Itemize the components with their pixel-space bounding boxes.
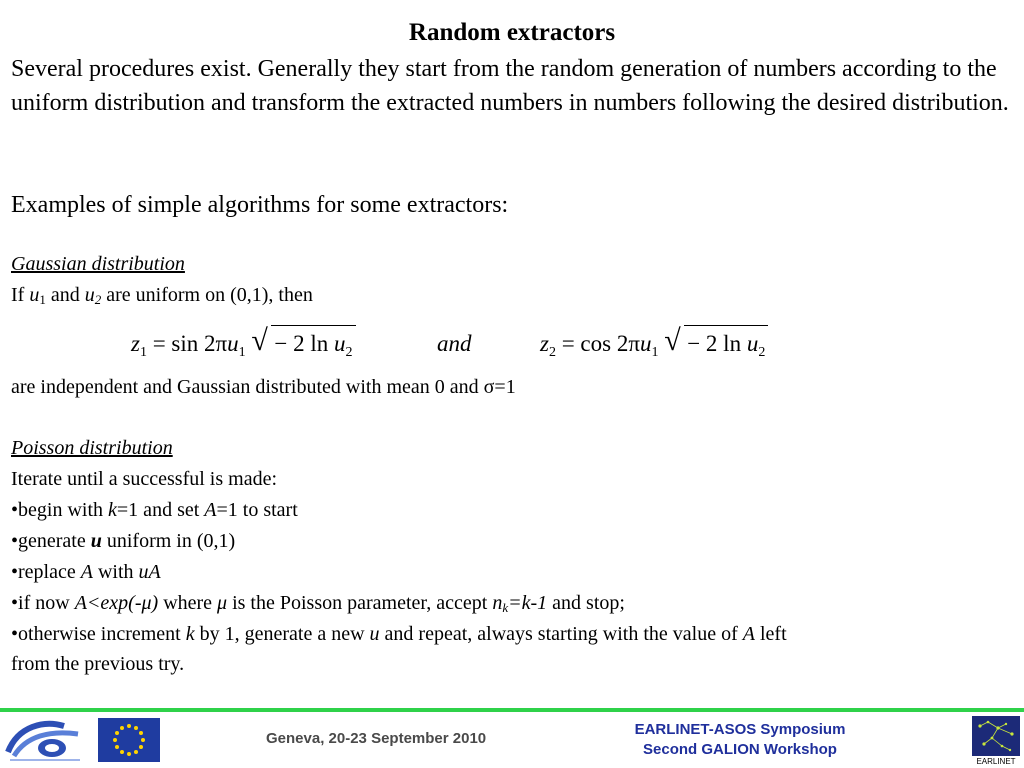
gaussian-heading: Gaussian distribution: [11, 253, 185, 275]
poisson-heading: Poisson distribution: [11, 437, 173, 459]
gaussian-formula: [131, 324, 811, 364]
poisson-step-4: •if now A<exp(-μ) where μ is the Poisson parameter, accept nk=k-1 and stop;: [11, 592, 625, 615]
formula-z2: $z_2 = \cos 2\pi u_1$ √ − 2 $\ln u_2$: [540, 324, 768, 368]
poisson-step-3: •replace A with uA: [11, 561, 161, 583]
poisson-step-1: •begin with k=1 and set A=1 to start: [11, 499, 298, 521]
intro-paragraph: Several procedures exist. Generally they start from the random generation of numbers according to the uniform distribution and transform the extracted numbers in numbers following the desired distribution.: [11, 56, 1009, 116]
earlinet-logo-text: EARLINET: [972, 756, 1020, 768]
poisson-step-5: •otherwise increment k by 1, generate a new u and repeat, always starting with the value of A left: [11, 623, 787, 645]
gaussian-condition: If u1 and u2 are uniform on (0,1), then: [11, 284, 313, 307]
event-line-1: EARLINET-ASOS Symposium: [634, 721, 846, 738]
earlinet-logo-icon: [972, 716, 1020, 768]
formula-and: and: [437, 331, 472, 356]
footer-event: [600, 720, 880, 760]
poisson-step-5-continued: from the previous try.: [11, 653, 185, 675]
eu-flag-icon: [98, 718, 160, 762]
gaussian-conclusion: are independent and Gaussian distributed with mean 0 and σ=1: [11, 376, 516, 398]
sqrt-symbol-1: √ − 2 $\ln u_2$: [251, 324, 355, 366]
poisson-step-2: •generate u uniform in (0,1): [11, 530, 236, 552]
event-line-2: Second GALION Workshop: [643, 741, 837, 758]
sqrt-symbol-2: √ − 2 $\ln u_2$: [664, 324, 768, 366]
examples-heading: Examples of simple algorithms for some extractors:: [11, 192, 509, 218]
slide-title: Random extractors: [408, 19, 616, 46]
footer-place-date: Geneva, 20-23 September 2010: [266, 730, 487, 747]
footer: [0, 712, 1024, 768]
formula-z1: $z_1 = \sin 2\pi u_1$ √ − 2 $\ln u_2$: [131, 324, 356, 368]
poisson-iterate: Iterate until a successful is made:: [11, 468, 278, 490]
fp6-logo-icon: [4, 716, 86, 764]
